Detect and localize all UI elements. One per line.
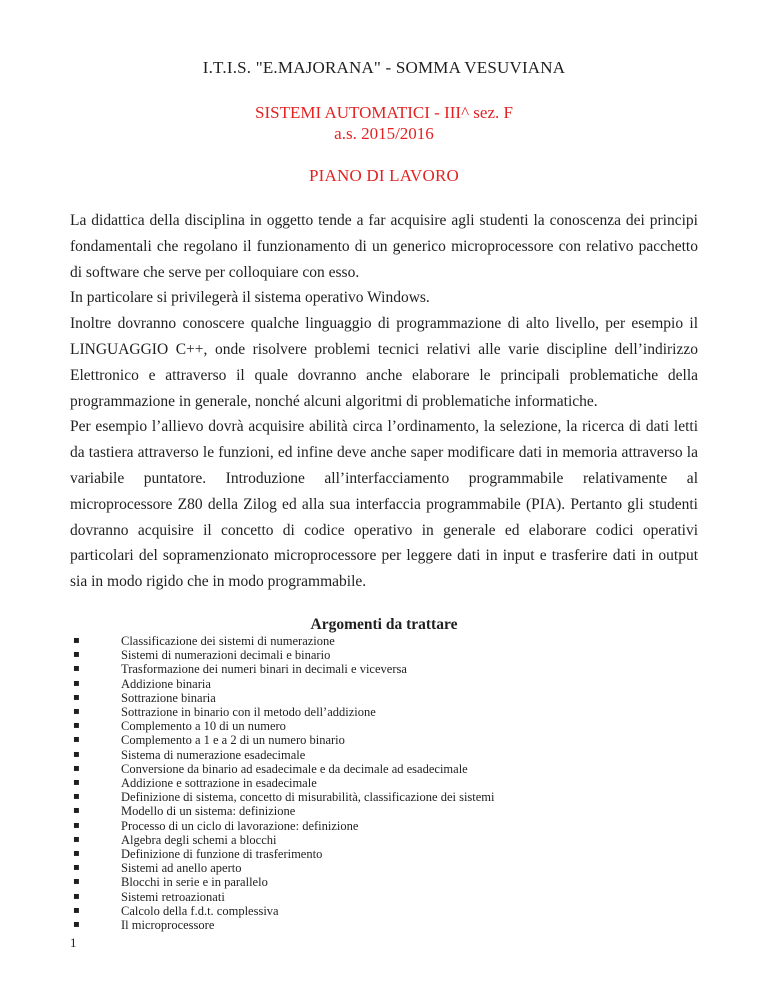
square-bullet-icon: ▪: [73, 762, 80, 774]
square-bullet-icon: ▪: [73, 720, 80, 732]
topics-heading: Argomenti da trattare: [310, 615, 458, 633]
topic-label: Blocchi in serie e in parallelo: [121, 875, 268, 890]
topic-label: Complemento a 10 di un numero: [121, 719, 286, 734]
square-bullet-icon: ▪: [73, 862, 80, 874]
topic-item: [70, 662, 698, 676]
topic-item: [70, 705, 698, 719]
topic-label: Addizione e sottrazione in esadecimale: [121, 775, 317, 790]
topic-item: [70, 733, 698, 747]
topic-item: [70, 648, 698, 662]
square-bullet-icon: ▪: [73, 776, 80, 788]
topic-label: Definizione di sistema, concetto di misurabilità, classificazione dei sistemi: [121, 790, 495, 805]
topic-label: Sistemi retroazionati: [121, 889, 225, 904]
topic-label: Sottrazione binaria: [121, 690, 216, 705]
topic-label: Processo di un ciclo di lavorazione: definizione: [121, 818, 359, 833]
school-title: I.T.I.S. "E.MAJORANA" - SOMMA VESUVIANA: [202, 58, 566, 77]
topic-label: Algebra degli schemi a blocchi: [121, 832, 277, 847]
topic-item: [70, 861, 698, 875]
square-bullet-icon: ▪: [73, 805, 80, 817]
square-bullet-icon: ▪: [73, 919, 80, 931]
topic-label: Sistema di numerazione esadecimale: [121, 747, 306, 762]
square-bullet-icon: ▪: [73, 691, 80, 703]
topic-item: [70, 691, 698, 705]
topic-item: [70, 634, 698, 648]
topic-item: [70, 847, 698, 861]
paragraph: Inoltre dovranno conoscere qualche linguaggio di programmazione di alto livello, per esempio il LINGUAGGIO C++, onde risolvere problemi tecnici relativi alle varie discipline dell’indirizzo Elettronico e attraverso il quale dovranno anche elaborare le principali problematiche della programmazione in generale, nonché alcuni algoritmi di problematiche informatiche.: [70, 315, 698, 410]
square-bullet-icon: ▪: [73, 634, 80, 646]
square-bullet-icon: ▪: [73, 833, 80, 845]
topic-item: [70, 833, 698, 847]
topic-label: Sottrazione in binario con il metodo dell’addizione: [121, 704, 376, 719]
square-bullet-icon: ▪: [73, 649, 80, 661]
square-bullet-icon: ▪: [73, 705, 80, 717]
topic-item: [70, 904, 698, 918]
topic-item: [70, 804, 698, 818]
topic-label: Complemento a 1 e a 2 di un numero binario: [121, 733, 345, 748]
square-bullet-icon: ▪: [73, 904, 80, 916]
topic-item: [70, 748, 698, 762]
square-bullet-icon: ▪: [73, 791, 80, 803]
square-bullet-icon: ▪: [73, 663, 80, 675]
topic-label: Calcolo della f.d.t. complessiva: [121, 903, 279, 918]
topic-label: Sistemi di numerazioni decimali e binario: [121, 648, 331, 663]
square-bullet-icon: ▪: [73, 876, 80, 888]
topic-item: [70, 762, 698, 776]
topic-item: [70, 819, 698, 833]
topic-label: Definizione di funzione di trasferimento: [121, 847, 323, 861]
topic-item: [70, 918, 698, 932]
topics-list: [70, 634, 698, 932]
square-bullet-icon: ▪: [73, 890, 80, 902]
topic-label: Sistemi ad anello aperto: [121, 861, 242, 876]
topic-label: Modello di un sistema: definizione: [121, 804, 296, 819]
topic-label: Addizione binaria: [121, 676, 211, 691]
topic-item: [70, 776, 698, 790]
course-title: SISTEMI AUTOMATICI - III^ sez. F: [255, 103, 513, 122]
square-bullet-icon: ▪: [73, 819, 80, 831]
topic-label: Conversione da binario ad esadecimale e da decimale ad esadecimale: [121, 761, 468, 776]
paragraph: In particolare si privilegerà il sistema operativo Windows.: [70, 289, 430, 307]
topic-label: Il microprocessore: [121, 918, 215, 933]
topic-label: Classificazione dei sistemi di numerazione: [121, 633, 335, 648]
square-bullet-icon: ▪: [73, 677, 80, 689]
topic-item: [70, 875, 698, 889]
square-bullet-icon: ▪: [73, 848, 80, 859]
topic-item: [70, 890, 698, 904]
document-title: PIANO DI LAVORO: [308, 166, 460, 185]
square-bullet-icon: ▪: [73, 734, 80, 746]
page-number: 1: [70, 935, 77, 951]
paragraph: La didattica della disciplina in oggetto tende a far acquisire agli studenti la conoscenza dei principi fondamentali che regolano il funzionamento di un generico microprocessore con relativo pacchetto di software che serve per colloquiare con esso.: [70, 212, 698, 281]
document-header: [70, 57, 698, 186]
body-text: [70, 208, 698, 595]
square-bullet-icon: ▪: [73, 748, 80, 760]
school-year: a.s. 2015/2016: [334, 124, 434, 143]
topic-label: Trasformazione dei numeri binari in decimali e viceversa: [121, 662, 407, 677]
paragraph: Per esempio l’allievo dovrà acquisire abilità circa l’ordinamento, la selezione, la ricerca di dati letti da tastiera attraverso le funzioni, ed infine deve anche saper modificare dati in memoria attraverso la variabile puntatore. Introduzione all’interfacciamento programmabile relativamente al microprocessore Z80 della Zilog ed alla sua interfaccia programmabile (PIA). Pertanto gli studenti dovranno acquisire il concetto di codice operativo in generale ed elaborare codici operativi particolari del sopramenzionato microprocessore per leggere dati in input e trasferire dati in output sia in modo rigido che in modo programmabile.: [70, 418, 698, 591]
topic-item: [70, 677, 698, 691]
topic-item: [70, 790, 698, 804]
topic-item: [70, 719, 698, 733]
